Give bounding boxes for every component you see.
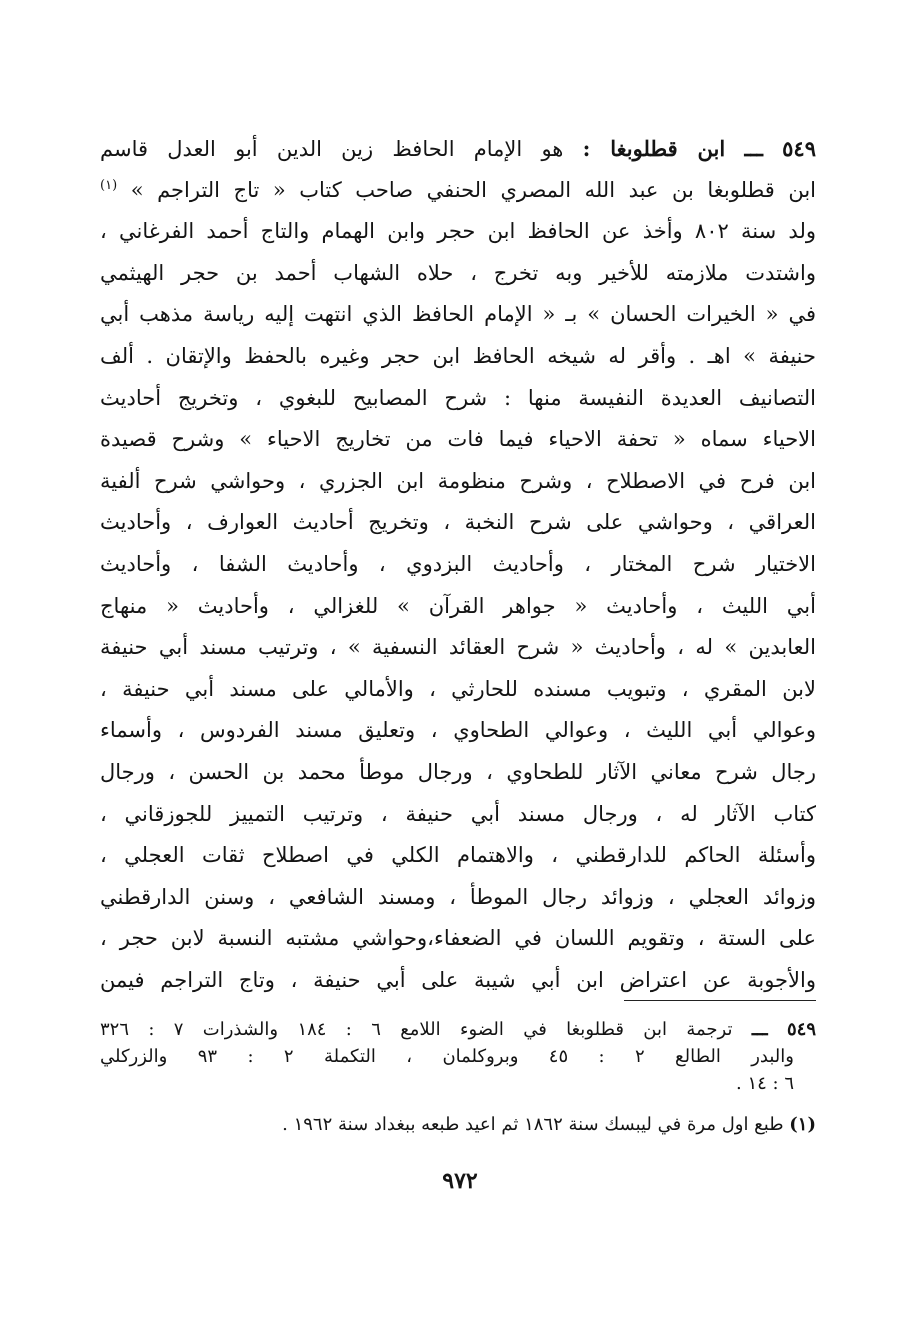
- text-line-2: [100, 170, 816, 212]
- text-line-12: أبي الليث ، وأحاديث « جواهر القرآن » للغزالي ، وأحاديث « منهاج: [100, 593, 816, 618]
- source-note-line-3: ٦ : ١٤ .: [736, 1073, 794, 1094]
- footnote-gap: [100, 1097, 816, 1111]
- entry-dash: ـــ: [744, 136, 763, 161]
- text-line-15: وعوالي أبي الليث ، وعوالي الطحاوي ، وتعليق مسند الفردوس ، وأسماء: [100, 718, 816, 743]
- source-note-number: ٥٤٩: [786, 1019, 816, 1040]
- text-line-4: واشتدت ملازمته للأخير وبه تخرج ، حلاه الشهاب أحمد بن حجر الهيثمي: [100, 260, 816, 285]
- footnote-reference[interactable]: (١): [100, 177, 118, 193]
- entry-line-text: هو الإمام الحافظ زين الدين أبو العدل قاسم: [100, 137, 564, 161]
- text-line-7: التصانيف العديدة النفيسة منها : شرح المصابيح للبغوي ، وتخريج أحاديث: [100, 385, 816, 410]
- text-line-17: كتاب الآثار له ، ورجال مسند أبي حنيفة ، وترتيب التمييز للجوزقاني ،: [100, 801, 816, 826]
- text-line-3: ولد سنة ٨٠٢ وأخذ عن الحافظ ابن حجر وابن الهمام والتاج أحمد الفرغاني ،: [100, 219, 816, 244]
- main-text-block: [100, 128, 816, 1001]
- text-line-20: على الستة ، وتقويم اللسان في الضعفاء،وحواشي مشتبه النسبة لابن حجر ،: [100, 926, 816, 951]
- text-line-16: رجال شرح معاني الآثار للطحاوي ، ورجال موطأ محمد بن الحسن ، ورجال: [100, 759, 816, 784]
- text-line-14: لابن المقري ، وتبويب مسنده للحارثي ، والأمالي على مسند أبي حنيفة ،: [100, 676, 816, 701]
- text-line-19: وزوائد العجلي ، وزوائد رجال الموطأ ، ومسند الشافعي ، وسنن الدارقطني: [100, 884, 816, 909]
- text-line-1: [100, 128, 816, 170]
- page-number: ٩٧٢: [442, 1168, 478, 1194]
- footnotes-block: [100, 1016, 816, 1138]
- text-line-6: حنيفة » اهـ . وأقر له شيخه الحافظ ابن حجر وغيره بالحفظ والإتقان . ألف: [100, 343, 816, 368]
- text-line-13: العابدين » له ، وأحاديث « شرح العقائد النسفية » ، وترتيب مسند أبي حنيفة: [100, 635, 816, 660]
- print-note-line: [100, 1111, 816, 1138]
- print-note-marker: (١): [789, 1114, 816, 1135]
- print-note-text: طبع اول مرة في ليبسك سنة ١٨٦٢ ثم اعيد طبعه ببغداد سنة ١٩٦٢ .: [282, 1114, 784, 1135]
- source-note-line-1: [100, 1016, 816, 1043]
- entry-number: ٥٤٩: [782, 136, 816, 161]
- footnote-separator: [624, 1000, 816, 1001]
- text-line-11: الاختيار شرح المختار ، وأحاديث البزدوي ، وأحاديث الشفا ، وأحاديث: [100, 551, 816, 576]
- text-line-18: وأسئلة الحاكم للدارقطني ، والاهتمام الكلي في اصطلاح ثقات العجلي ،: [100, 843, 816, 868]
- text-line-8: الاحياء سماه « تحفة الاحياء فيما فات من تخاريج الاحياء » وشرح قصيدة: [100, 427, 816, 452]
- text-line-21: والأجوبة عن اعتراض ابن أبي شيبة على أبي حنيفة ، وتاج التراجم فيمن: [100, 967, 816, 992]
- source-note-dash: ـــ: [751, 1019, 768, 1040]
- text-line-9: ابن فرح في الاصطلاح ، وشرح منظومة ابن الجزري ، وحواشي شرح ألفية: [100, 468, 816, 493]
- text-line-10: العراقي ، وحواشي على شرح النخبة ، وتخريج أحاديث العوارف ، وأحاديث: [100, 510, 816, 535]
- source-note-line-2: والبدر الطالع ٢ : ٤٥ وبروكلمان ، التكملة ٢ : ٩٣ والزركلي: [100, 1046, 794, 1067]
- source-note-text: ترجمة ابن قطلوبغا في الضوء اللامع ٦ : ١٨٤ والشذرات ٧ : ٣٢٦: [100, 1019, 733, 1040]
- entry-line-text: ابن قطلوبغا بن عبد الله المصري الحنفي صاحب كتاب « تاج التراجم »: [130, 177, 816, 202]
- text-line-5: في « الخيرات الحسان » بـ « الإمام الحافظ الذي انتهت إليه رياسة مذهب أبي: [100, 302, 816, 327]
- entry-name: ابن قطلوبغا :: [582, 136, 726, 161]
